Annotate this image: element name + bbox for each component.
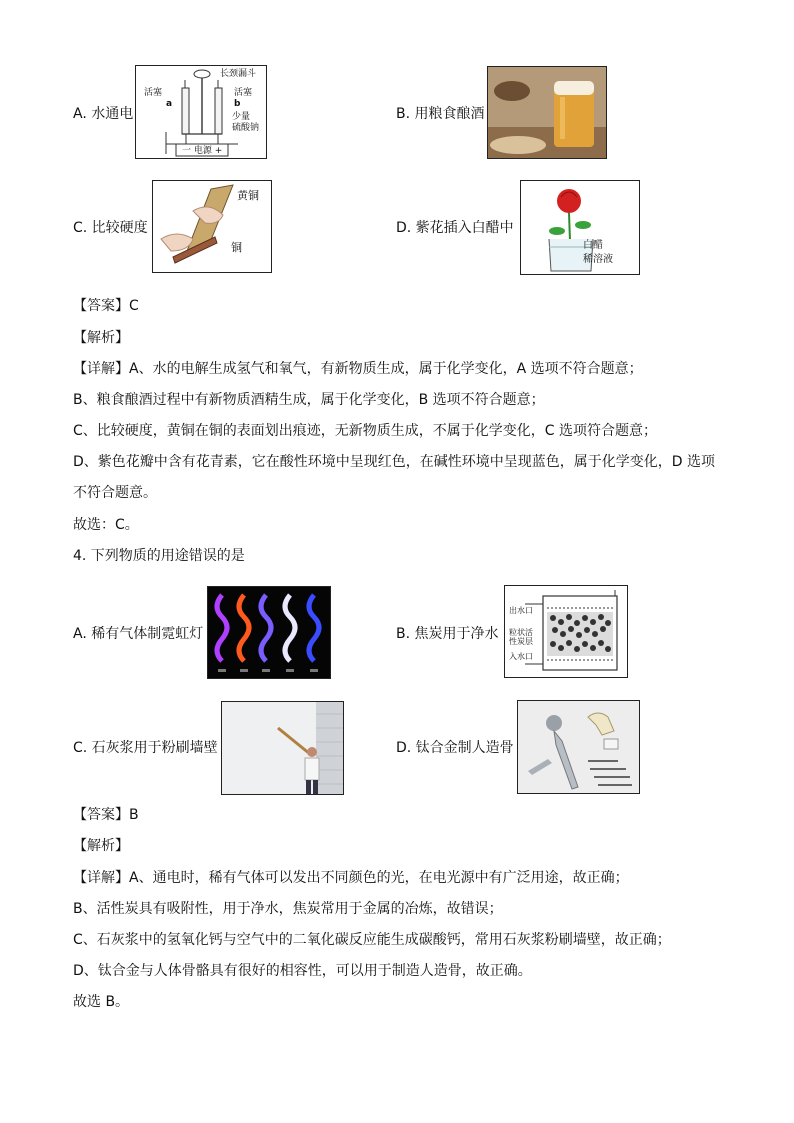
neon-image [208,587,331,679]
valve-right-label: 活塞 [234,88,253,98]
q3-detail-1: 【详解】A、水的电解生成氢气和氧气，有新物质生成，属于化学变化，A 选项不符合题意； [73,361,643,377]
titanium-bone-image [518,701,640,794]
option-a-label: A. 水通电 [73,106,134,122]
wall-painting-image [222,702,344,795]
vinegar-label: 白醋 [583,240,603,251]
q4-option-a-label: A. 稀有气体制霓虹灯 [73,626,204,642]
q4-title: 4. 下列物质的用途错误的是 [73,548,245,564]
option-d-label: D. 紫花插入白醋中 [396,220,514,236]
q4-detail-2: B、活性炭具有吸附性，用于净水，焦炭常用于金属的冶炼，故错误； [73,901,503,917]
salt-label-1: 少量 [232,112,251,122]
carbon-layer-label-1: 粒状活 [509,628,533,637]
inlet-label: 入水口 [509,652,533,661]
hardness-figure [152,180,272,273]
q4-detail-1: 【详解】A、通电时，稀有气体可以发出不同颜色的光，在电光源中有广泛用途，故正确； [73,870,629,886]
brass-label: 黄铜 [237,189,259,202]
filter-figure [504,585,628,678]
beer-photo [487,66,607,159]
carbon-layer-label-2: 性炭层 [509,637,533,646]
titanium-bone-photo [517,700,640,794]
power-label: 一 电源 + [182,146,223,156]
q4-detail-3: C、石灰浆中的氢氧化钙与空气中的二氧化碳反应能生成碳酸钙，常用石灰浆粉刷墙壁，故正确； [73,932,671,948]
q4-detail-4: D、钛合金与人体骨骼具有很好的相容性，可以用于制造人造骨，故正确。 [73,963,532,979]
solution-label: 稀溶液 [583,254,613,265]
q3-detail-5: 不符合题意。 [73,485,157,501]
copper-label: 铜 [231,241,242,254]
q3-detail-4: D、紫色花瓣中含有花青素，它在酸性环境中呈现红色，在碱性环境中呈现蓝色，属于化学变化，D 选项 [73,454,716,470]
tube-a-label: a [166,99,173,109]
q4-option-c-label: C. 石灰浆用于粉刷墙壁 [73,740,218,756]
option-b-label: B. 用粮食酿酒 [396,106,485,122]
salt-label-2: 硫酸钠 [232,123,260,133]
valve-left-label: 活塞 [144,88,163,98]
tube-b-label: b [234,99,241,109]
q4-choice: 故选 B。 [73,994,130,1010]
q4-option-b-label: B. 焦炭用于净水 [396,626,499,642]
q4-answer: 【答案】B [73,807,139,823]
rose-figure [520,180,640,275]
q3-choice: 故选：C。 [73,517,139,533]
q3-detail-3: C、比较硬度，黄铜在铜的表面划出痕迹，无新物质生成，不属于化学变化，C 选项符合题意； [73,423,657,439]
option-c-label: C. 比较硬度 [73,220,148,236]
q4-analysis-heading: 【解析】 [73,838,129,854]
rose-image [521,181,640,275]
neon-photo [207,586,331,679]
beer-image [488,67,607,159]
funnel-label: 长颈漏斗 [220,69,257,79]
electrolysis-figure [135,65,267,159]
q4-option-d-label: D. 钛合金制人造骨 [396,740,514,756]
outlet-label: 出水口 [509,606,533,615]
q3-answer: 【答案】C [73,298,139,314]
wall-painting-photo [221,701,344,795]
q3-analysis-heading: 【解析】 [73,330,129,346]
q3-detail-2: B、粮食酿酒过程中有新物质酒精生成，属于化学变化，B 选项不符合题意； [73,392,545,408]
